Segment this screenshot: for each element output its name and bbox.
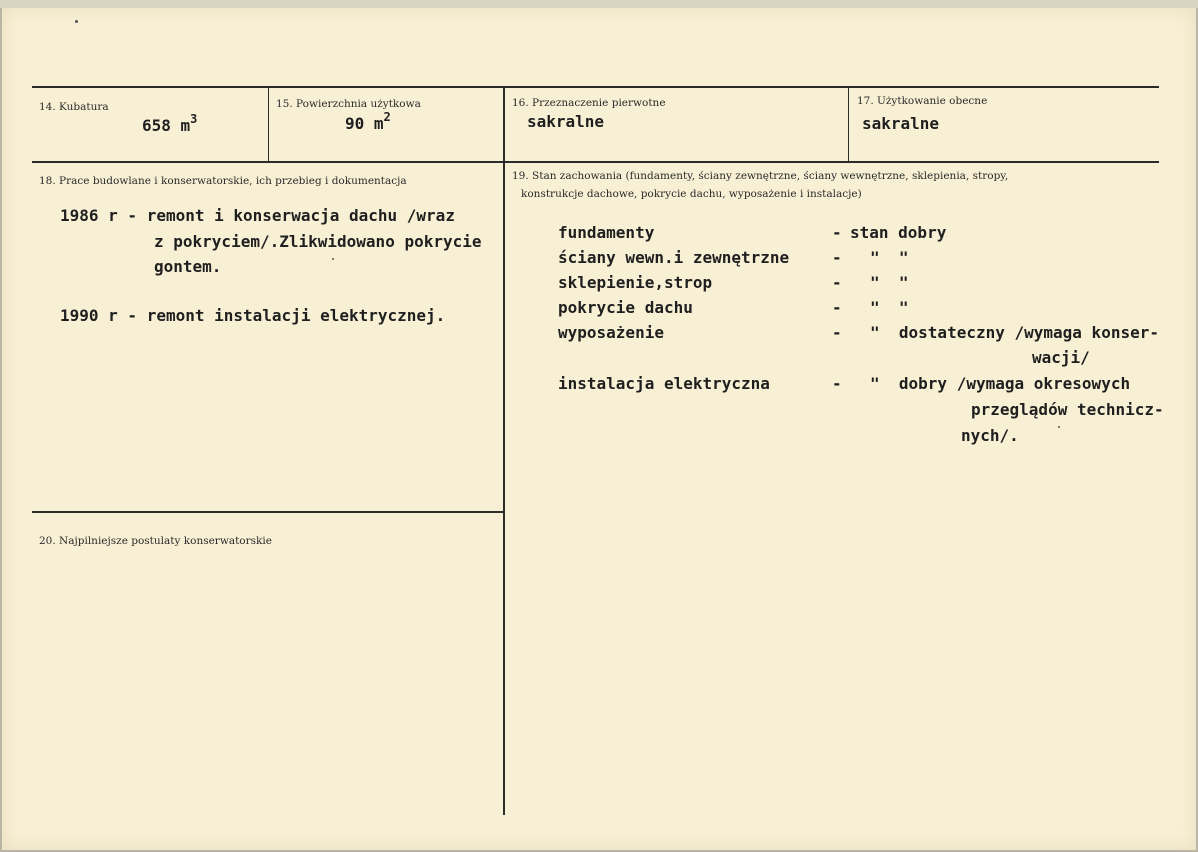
condition-item: wyposażenie <box>558 323 664 342</box>
field-15-number: 90 m <box>345 114 384 133</box>
condition-state-continuation: przeglądów technicz- <box>971 400 1164 419</box>
field-17-label: 17. Użytkowanie obecne <box>857 95 988 107</box>
condition-state: stan dobry <box>850 223 947 242</box>
field-18-label: 18. Prace budowlane i konserwatorskie, ich przebieg i dokumentacja <box>39 175 407 187</box>
field-17-value: sakralne <box>862 114 940 133</box>
field-15-exponent: 2 <box>383 110 391 124</box>
condition-state: " " <box>870 298 909 317</box>
row-divider <box>32 161 1159 163</box>
field-14-number: 658 m <box>142 116 191 135</box>
condition-dash: - <box>832 223 842 242</box>
condition-state-continuation: nych/. <box>961 426 1019 445</box>
scan-speck <box>1058 426 1060 428</box>
col-divider-2 <box>503 87 505 815</box>
condition-item: sklepienie,strop <box>558 273 713 292</box>
condition-state-continuation: wacji/ <box>1032 348 1090 367</box>
col-divider-3 <box>848 87 849 162</box>
condition-dash: - <box>832 298 842 317</box>
field-15-label: 15. Powierzchnia użytkowa <box>276 98 421 110</box>
field-14-value <box>142 112 198 135</box>
condition-item: ściany wewn.i zewnętrzne <box>558 248 790 267</box>
field-18-line-1: 1986 r - remont i konserwacja dachu /wraz <box>60 206 455 225</box>
field-19-label-line-1: 19. Stan zachowania (fundamenty, ściany zewnętrzne, ściany wewnętrzne, sklepienia, stropy, <box>512 170 1009 182</box>
field-20-label: 20. Najpilniejsze postulaty konserwatorskie <box>39 535 272 547</box>
condition-dash: - <box>832 273 842 292</box>
inventory-card <box>2 8 1196 850</box>
condition-state: " dobry /wymaga okresowych <box>870 374 1131 393</box>
condition-item: instalacja elektryczna <box>558 374 770 393</box>
condition-item: fundamenty <box>558 223 655 242</box>
scan-speck <box>75 20 78 23</box>
field-14-exponent: 3 <box>190 112 198 126</box>
condition-state: " " <box>870 273 909 292</box>
condition-dash: - <box>832 374 842 393</box>
field-19-label-line-2: konstrukcje dachowe, pokrycie dachu, wyposażenie i instalacje) <box>521 188 862 200</box>
section-18-bottom-rule <box>32 511 504 513</box>
field-18-line-3: gontem. <box>154 257 222 276</box>
condition-state: " dostateczny /wymaga konser- <box>870 323 1159 342</box>
field-15-value <box>345 110 391 133</box>
top-rule <box>32 86 1159 88</box>
condition-state: " " <box>870 248 909 267</box>
field-16-value: sakralne <box>527 112 605 131</box>
field-18-line-4: 1990 r - remont instalacji elektrycznej. <box>60 306 446 325</box>
condition-item: pokrycie dachu <box>558 298 693 317</box>
condition-dash: - <box>832 323 842 342</box>
field-16-label: 16. Przeznaczenie pierwotne <box>512 97 666 109</box>
scan-speck <box>332 258 334 260</box>
col-divider-1 <box>268 87 269 162</box>
scan-top-edge <box>0 0 1198 8</box>
field-18-line-2: z pokryciem/.Zlikwidowano pokrycie <box>154 232 482 251</box>
condition-dash: - <box>832 248 842 267</box>
field-14-label: 14. Kubatura <box>39 101 109 113</box>
